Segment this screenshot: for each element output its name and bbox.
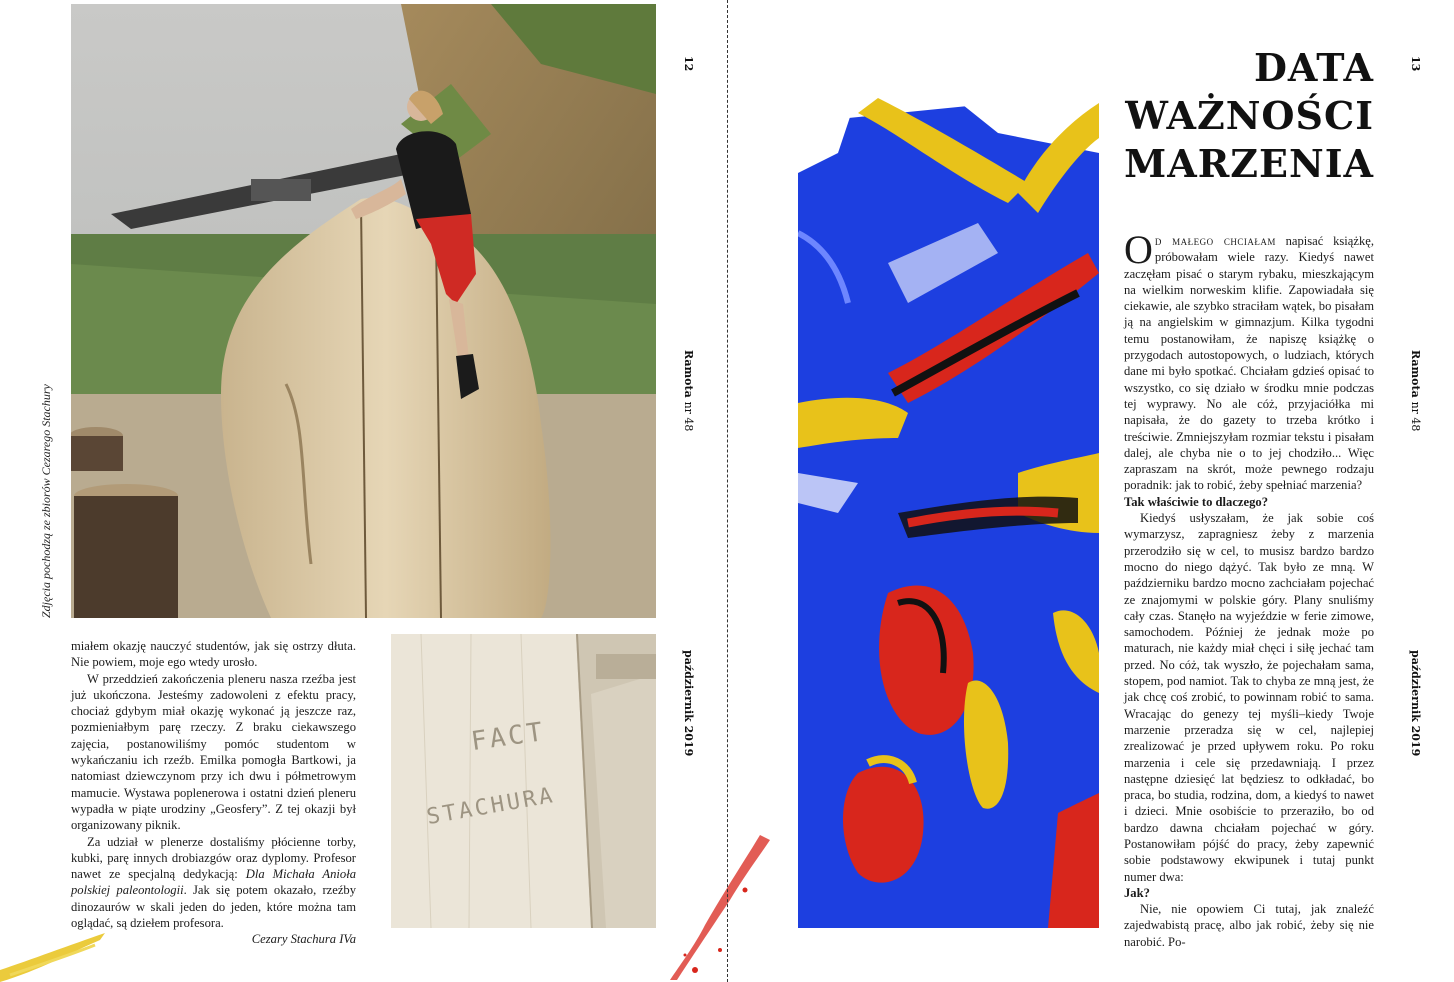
title-line-1: DATA xyxy=(1253,45,1374,90)
right-page-number: 13 xyxy=(1409,56,1422,72)
right-article-column xyxy=(1124,227,1374,950)
section-heading-how: Jak? xyxy=(1124,885,1150,900)
paragraph-2: W przeddzień zakończenia pleneru nasza rzeźba jest już ukończona. Jesteśmy zadowoleni z efektu pracy, chociaż gdybym miał okazję wykonać ją jeszcze raz, pozmieniałbym parę rzeczy. Z braku ciekawszego zajęcia, postanowiliśmy pomóc studentom w wykańczaniu ich rzeźb. Emilka pomogła Bartkowi, ja natomiast dziewczynom przy ich dwu i półmetrowym mamucie. Wystawa poplenerowa i ostatni dzień pleneru wypadła w piąte urodziny „Geosfery”. Z tej okazji był organizowany piknik. xyxy=(71,671,356,833)
page-fold-line xyxy=(727,0,728,982)
left-running-head: Ramota nr 48 xyxy=(682,350,695,432)
title-line-2: WAŻNOŚCI xyxy=(1125,93,1374,138)
section-heading-why: Tak właściwie to dlaczego? xyxy=(1124,494,1269,509)
mammoth-sculpture-photo xyxy=(71,4,656,618)
yellow-paint-stroke-decoration xyxy=(0,925,110,982)
article-title xyxy=(1124,44,1374,188)
carved-text-stachura: STACHURA xyxy=(424,782,558,831)
right-running-head: Ramota nr 48 xyxy=(1409,350,1422,432)
section-why-text: Kiedyś usłyszałam, że jak sobie coś wymarzysz, zapragniesz żeby z marzenia przerodziło się w cel, to musisz bardzo bardzo mocno do niego dążyć. Tak było ze mną. W październiku bardzo mocno zachciałam pojechać ze znajomymi w polskie góry. Plany snuliśmy cały czas. Stanęło na wyjeździe w ferie zimowe, samochodem. Później że jednak może po maturach, nie każdy miał chęci i siłę jechać tam przed. No cóż, tak wyszło, że pojechałam sama, stopem, pod namiot. Tak to chyba ze mną jest, że jak chcę coś zrobić, to powinnam robić to sama. Wracając do genezy tej myśli–kiedy Twoje marzenie przeradza się w cel, najlepiej zrealizować je przed upływem roku. Po roku marzenia i cele się przedawniają. I przez następne dziesięć lat będziesz to odkładać, bo praca, bo studia, rodzina, dom, a kiedyś to nawet i dzieci. Mnie osobiście to przeraziło, bo od bardzo dawna chciałam pojechać w góry. Postanowiłam pójść do pracy, żeby zapewnić sobie podstawowy ekwipunek i tutaj punkt numer dwa: xyxy=(1124,511,1374,884)
abstract-painting-illustration xyxy=(798,93,1099,928)
intro-paragraph: Od małego chciałam napisać książkę, próbowałam wiele razy. Kiedyś nawet zaczęłam pisać o starym rybaku, mieszkającym na wielkim norweskim klifie. Zapowiadała się ciekawie, ale szybko straciłam wątek, bo pisałam ją na angielskim w gimnazjum. Kilka tygodni temu postanowiłam, że napiszę książkę o przygodach autostopowych, o ludziach, których dane mi było spotkać. Chciałam gdzieś opisać to wszystko, co się działo w środku mnie podczas tej wyprawy. No ale cóż, przyjaciółka mi napisała, że do gazety to trzeba krótko i treściwie. Zmniejszyłam rozmiar tekstu i pisałam dalej, ale chyba nie o to jej chodziło... Więc zapraszam na skrót, może pewnego rodzaju poradnik: jak to robić, żeby spełniać marzenia? xyxy=(1124,227,1374,493)
paragraph-3: Za udział w plenerze dostaliśmy płócienne torby, kubki, parę innych drobiazgów oraz dyplomy. Profesor nawet ze specjalną dedykacją: Dla Michała Anioła polskiej paleontologii. Jak się potem okazało, rzeźby dinozaurów w skali jeden do jeden, które można tam oglądać, są dziełem profesora. xyxy=(71,834,357,931)
red-paint-splatter-decoration xyxy=(665,830,775,982)
carved-wood-photo xyxy=(391,634,656,928)
photo-credit-caption: Zdjęcia pochodzą ze zbiorów Cezarego Stachury xyxy=(39,384,53,618)
carved-text-fact: FACT xyxy=(469,716,548,758)
section-how-text: Nie, nie opowiem Ci tutaj, jak znaleźć zajedwabistą pracę, albo jak robić, żeby się nie narobić. Po- xyxy=(1124,902,1374,949)
article-signature: Cezary Stachura IVa xyxy=(251,932,356,947)
left-article-column xyxy=(71,638,356,948)
drop-cap: O xyxy=(1124,227,1153,272)
paragraph-1: miałem okazję nauczyć studentów, jak się ostrzy dłuta. Nie powiem, moje ego wtedy urosło. xyxy=(71,639,356,670)
title-line-3: MARZENIA xyxy=(1124,141,1374,186)
left-page-date: październik 2019 xyxy=(682,650,695,757)
left-page-number: 12 xyxy=(682,56,695,72)
right-page-date: październik 2019 xyxy=(1409,650,1422,757)
